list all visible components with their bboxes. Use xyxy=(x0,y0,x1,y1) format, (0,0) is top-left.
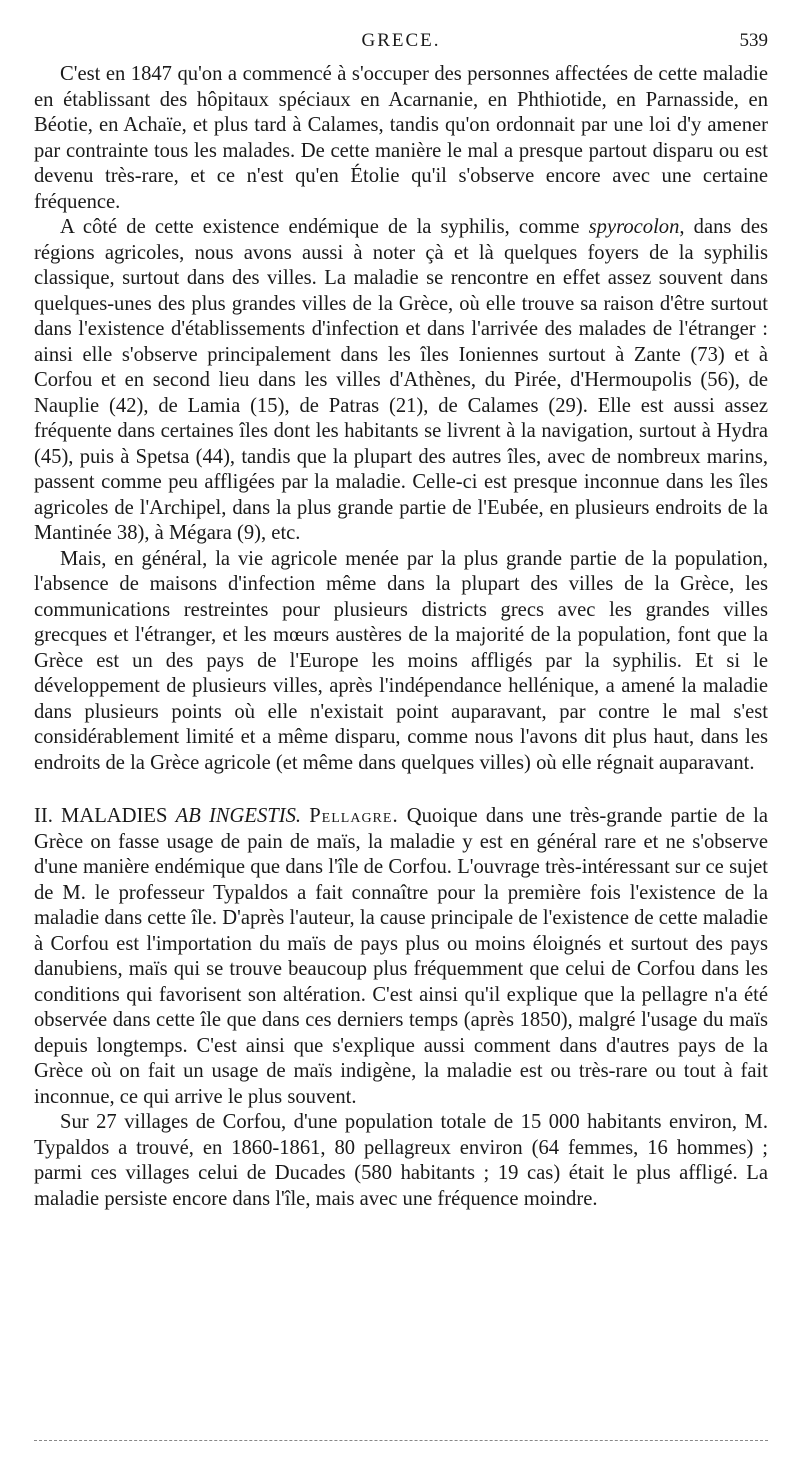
section-subtitle: Pellagre. xyxy=(309,805,399,827)
paragraph-agricultural-life: Mais, en général, la vie agricole menée par la plus grande partie de la population, l'absence de maisons d'infection même dans la plupart des villes de la Grèce, les communications restreintes pour plusieurs districts grecs avec les grandes villes grecques et l'étranger, et les mœurs austères de la majorité de la population, font que la Grèce est un des pays de l'Europe les moins affligés par la syphilis. Et si le développement de plusieurs villes, après l'indépendance hellénique, a amené la maladie dans plusieurs points où elle n'existait point auparavant, par contre le mal s'est considérablement limité et a même disparu, comme nous l'avons dit plus haut, dans les endroits de la Grèce agricole (et même dans quelques villes) où elle régnait auparavant. xyxy=(34,547,768,774)
page-number: 539 xyxy=(739,30,768,51)
paragraph-pellagre-section xyxy=(34,804,768,1110)
paragraph-text: Quoique dans une très-grande partie de la Grèce on fasse usage de pain de maïs, la maladie y est en général rare et ne s'observe d'une manière endémique que dans l'île de Corfou. L'ouvrage très-intéressant sur ce sujet de M. le professeur Typaldos a fait connaître pour la première fois l'existence de la maladie dans cette île. D'après l'auteur, la cause principale de l'existence de cette maladie à Corfou est l'importation du maïs de pays plus ou moins éloignés et surtout des pays danubiens, maïs qui se trouve beaucoup plus fréquemment que celui de Corfou dans les conditions qui favorisent son altération. C'est ainsi qu'il explique que la pellagre n'a été observée dans cette île que dans ces derniers temps (après 1850), malgré l'usage du maïs depuis longtemps. C'est ainsi que s'explique aussi comment dans d'autres pays de la Grèce où on fait un usage de maïs indigène, la maladie est ou très-rare ou tout à fait inconnue, ce qui arrive le plus souvent. xyxy=(34,805,768,1108)
footer-divider xyxy=(34,1440,768,1441)
paragraph-corfou-villages: Sur 27 villages de Corfou, d'une population totale de 15 000 habitants environ, M. Typaldos a trouvé, en 1860-1861, 80 pellagreux environ (64 femmes, 16 hommes) ; parmi ces villages celui de Ducades (580 habitants ; 19 cas) était le plus affligé. La maladie persiste encore dans l'île, mais avec une fréquence moindre. xyxy=(34,1111,768,1210)
italic-term: spyrocolon xyxy=(588,216,680,238)
paragraph-leprosy-hospitals: C'est en 1847 qu'on a commencé à s'occuper des personnes affectées de cette maladie en établissant des hôpitaux spéciaux en Acarnanie, en Phthiotide, en Parnasside, en Béotie, en Achaïe, et plus tard à Calames, tandis qu'on ordonnait par une loi d'y amener par contrainte tous les malades. De cette manière le mal a presque partout disparu ou est devenu très-rare, et ce n'est qu'en Étolie qu'il s'observe encore avec une certaine fréquence. xyxy=(34,63,768,213)
paragraph-syphilis-foyers xyxy=(34,215,768,547)
paragraph-text: A côté de cette existence endémique de la syphilis, comme xyxy=(60,216,589,238)
paragraph-text: , dans des régions agricoles, nous avons aussi à noter çà et là quelques foyers de la syphilis classique, surtout dans des villes. La maladie se rencontre en effet assez souvent dans quelques-unes des plus grandes villes de la Grèce, où elle trouve sa raison d'être surtout dans l'existence d'établissements d'infection et dans l'arrivée des malades de l'étranger : ainsi elle s'observe principalement dans les îles Ioniennes surtout à Zante (73) et à Corfou et en second lieu dans les villes d'Athènes, du Pirée, d'Hermoupolis (56), de Nauplie (42), de Lamia (15), de Patras (21), de Calames (29). Elle est aussi assez fréquente dans certaines îles dont les habitants se livrent à la navigation, surtout à Hydra (45), puis à Spetsa (44), tandis que la plupart des autres îles, avec de nombreux marins, passent comme peu affligées par la maladie. Celle-ci est presque inconnue dans les îles agricoles de l'Archipel, dans la plus grande partie de l'Eubée, en plusieurs endroits de la Mantinée 38), à Mégara (9), etc. xyxy=(34,216,768,544)
section-heading-italic: AB INGESTIS. xyxy=(175,805,302,827)
running-title: GRECE. xyxy=(361,30,441,51)
body-text xyxy=(34,62,768,1212)
running-header xyxy=(34,30,768,56)
section-heading-number: II. MALADIES xyxy=(34,805,176,827)
